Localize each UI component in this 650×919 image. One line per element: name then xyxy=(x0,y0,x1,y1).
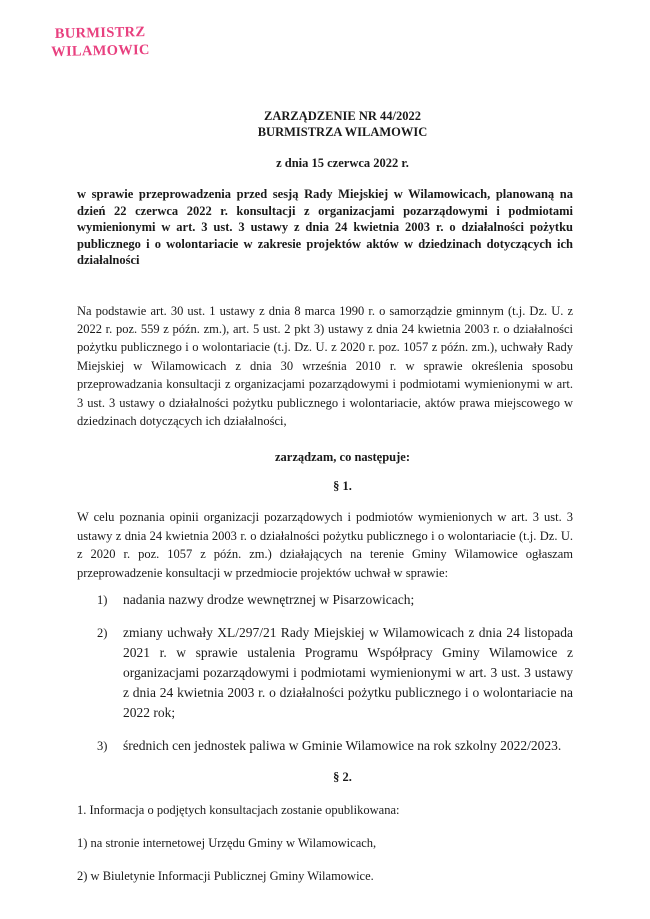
consultation-items-list xyxy=(77,590,573,756)
list-item-text: nadania nazwy drodze wewnętrznej w Pisarzowicach; xyxy=(123,591,415,607)
stamp-line-1: BURMISTRZ xyxy=(54,24,146,42)
section-2-line: 2) w Biuletynie Informacji Publicznej Gminy Wilamowice. xyxy=(77,868,374,883)
list-item xyxy=(77,590,573,610)
title-line-2: BURMISTRZA WILAMOWIC xyxy=(257,125,428,139)
document-date: z dnia 15 czerwca 2022 r. xyxy=(276,156,409,170)
section-1-intro: W celu poznania opinii organizacji pozarządowych i podmiotów wymienionych w art. 3 ust. 3 ustawy z dnia 24 kwietnia 2003 r. o działalności pożytku publicznego i o wolontariacie (t.j. Dz. U. z 2020 r. poz. 1057 z późn. zm.) działających na terenie Gminy Wilamowice ogłaszam przeprowadzenie konsultacji w przedmiocie projektów uchwał w sprawie: xyxy=(77,510,573,580)
list-item xyxy=(77,736,573,756)
list-item-number: 3) xyxy=(97,738,108,753)
title-line-1: ZARZĄDZENIE NR 44/2022 xyxy=(264,109,421,123)
section-2-heading: § 2. xyxy=(333,769,352,784)
order-heading: zarządzam, co następuje: xyxy=(274,450,411,465)
stamp-line-2: WILAMOWIC xyxy=(51,42,150,61)
document-page xyxy=(77,108,573,884)
list-item-text: zmiany uchwały XL/297/21 Rady Miejskiej w Wilamowicach z dnia 24 listopada 2021 r. w sprawie ustalenia Programu Współpracy Gminy Wilamowice z organizacjami pozarządowymi i podmiotami wymienionymi w art. 3 ust. 3 ustawy z dnia 24 kwietnia 2003 r. o działalności pożytku publicznego i o wolontariacie na 2022 rok; xyxy=(123,624,573,720)
list-item xyxy=(77,623,573,723)
list-item-number: 2) xyxy=(97,625,108,640)
document-title xyxy=(112,108,573,140)
section-2-line: 1. Informacja o podjętych konsultacjach zostanie opublikowana: xyxy=(77,802,400,817)
mayor-stamp xyxy=(51,23,150,61)
document-subject: w sprawie przeprowadzenia przed sesją Rady Miejskiej w Wilamowicach, planowaną na dzień 22 czerwca 2022 r. konsultacji z organizacjami pozarządowymi i podmiotami wymienionymi w art. 3 ust. 3 ustawy z dnia 24 kwietnia 2003 r. o działalności pożytku publicznego i o wolontariacie w zakresie projektów aktów w dziedzinach dotyczących ich działalności xyxy=(77,187,573,267)
list-item-number: 1) xyxy=(97,592,108,607)
section-1-heading: § 1. xyxy=(333,479,352,494)
list-item-text: średnich cen jednostek paliwa w Gminie Wilamowice na rok szkolny 2022/2023. xyxy=(123,737,562,753)
section-2-line: 1) na stronie internetowej Urzędu Gminy w Wilamowicach, xyxy=(77,835,377,850)
legal-basis: Na podstawie art. 30 ust. 1 ustawy z dnia 8 marca 1990 r. o samorządzie gminnym (t.j. Dz. U. z 2022 r. poz. 559 z późn. zm.), art. 5 ust. 2 pkt 3) ustawy z dnia 24 kwietnia 2003 r. o działalności pożytku publicznego i o wolontariacie (t.j. Dz. U. z 2020 r. poz. 1057 z późn. zm.), uchwały Rady Miejskiej w Wilamowicach z dnia 30 września 2010 r. w sprawie określenia sposobu przeprowadzania konsultacji z organizacjami pozarządowymi i podmiotami wymienionymi w art. 3 ust. 3 ustawy o działalności pożytku publicznego i wolontariacie, aktów prawa miejscowego w dziedzinach dotyczących ich działalności, xyxy=(77,303,573,428)
